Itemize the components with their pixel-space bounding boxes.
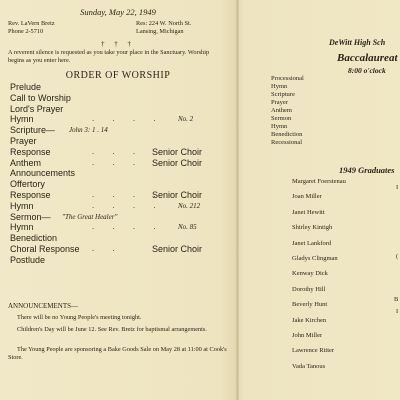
worship-item-label: Lord's Prayer — [10, 103, 64, 114]
edge-mark: B — [394, 296, 399, 303]
worship-item — [10, 255, 224, 266]
graduate-name: Joan Miller — [292, 193, 322, 201]
worship-item-label: Response — [10, 146, 51, 157]
worship-item-label: Prayer — [10, 135, 37, 146]
program-item — [271, 131, 400, 139]
worship-item-label: Choral Response — [10, 243, 80, 254]
announcements-title: ANNOUNCEMENTS— — [8, 302, 78, 310]
worship-item-reference: John 3: 1 . 14 — [69, 126, 108, 135]
announcement-2: Children's Day will be June 12. See Rev. Bretz for baptismal arrangements. — [17, 326, 207, 333]
worship-item — [10, 114, 224, 125]
program-item-label: Hymn — [271, 83, 288, 90]
graduate-name: Dorothy Hill — [292, 285, 326, 293]
program-item — [271, 139, 400, 147]
worship-item-label: Anthem — [10, 157, 42, 168]
worship-item — [10, 201, 224, 212]
edge-mark: I — [396, 184, 399, 191]
residence-street: Res: 224 W. North St. — [136, 20, 192, 27]
leader-dots: . . . . — [92, 200, 164, 210]
announcement-3: The Young People are sponsoring a Bake Goods Sale on May 28 at 11:00 at Cook's Store. — [8, 346, 227, 361]
program-item-label: Recessional — [271, 139, 303, 146]
worship-item-label: Response — [10, 189, 51, 200]
leader-dots: . . . — [92, 146, 144, 156]
program-item — [271, 107, 400, 115]
worship-item — [10, 168, 224, 179]
reverent-silence-notice: A reverent silence is requested as you take your place in the Sanctuary. Worship begins as you enter here. — [8, 49, 210, 64]
program-item-label: Sermon — [271, 115, 292, 122]
program-item-label: Prayer — [271, 99, 288, 106]
announcement-1: There will be no Young People's meeting tonight. — [17, 314, 142, 321]
graduate-name: Kenway Dick — [292, 270, 328, 278]
pastor-phone: Phone 2-5710 — [8, 28, 44, 35]
worship-item — [10, 190, 224, 201]
program-item — [271, 115, 400, 123]
program-item — [271, 99, 400, 107]
worship-item — [10, 212, 224, 223]
graduate-name: Jake Kirchen — [292, 316, 327, 324]
program-item — [271, 75, 400, 83]
worship-item-value: Senior Choir — [152, 157, 203, 168]
worship-item — [10, 233, 224, 244]
worship-item — [10, 147, 224, 158]
graduate-name: Lawrence Ritter — [292, 347, 335, 355]
worship-item — [10, 136, 224, 147]
graduate-name: Vada Tanous — [292, 362, 326, 370]
program-item — [271, 83, 400, 91]
program-item-label: Processional — [271, 75, 304, 82]
worship-item-label: Postlude — [10, 254, 46, 265]
graduate-name: John Miller — [292, 331, 323, 339]
worship-item-value: Senior Choir — [152, 146, 203, 157]
edge-mark: ( — [396, 253, 399, 260]
leader-dots: . . — [92, 243, 123, 253]
baccalaureate-program — [271, 75, 400, 147]
program-item — [271, 91, 400, 99]
worship-item-label: Hymn — [10, 114, 34, 125]
worship-item-label: Benediction — [10, 233, 58, 244]
worship-item-label: Sermon— — [10, 211, 51, 222]
pastor-name: Rev. LaVern Bretz — [8, 20, 55, 27]
graduates-list — [292, 178, 346, 378]
baccalaureate-title: Baccalaureat — [337, 52, 398, 64]
worship-item-label: Announcements — [10, 168, 76, 179]
program-item — [271, 123, 400, 131]
worship-item-value: Senior Choir — [152, 189, 203, 200]
edge-mark: I — [396, 308, 399, 315]
leader-dots: . . . . — [92, 114, 164, 124]
right-page — [239, 0, 400, 400]
worship-item-label: Prelude — [10, 82, 42, 92]
graduate-name: Janet Hewitt — [292, 208, 325, 216]
worship-item — [10, 104, 224, 115]
residence-info — [136, 20, 191, 36]
worship-item — [10, 82, 224, 93]
leader-dots: . . . . — [92, 222, 164, 232]
graduate-name: Gladys Clingman — [292, 254, 338, 262]
program-item-label: Anthem — [271, 107, 292, 114]
graduate-name: Shirley Kintigh — [292, 224, 333, 232]
order-of-worship-title: ORDER OF WORSHIP — [65, 70, 171, 81]
graduate-name: Beverly Hunt — [292, 301, 328, 309]
program-item-label: Benediction — [271, 131, 303, 138]
leader-dots: . . . . — [92, 189, 164, 199]
dagger-ornament: † † † — [101, 40, 135, 48]
service-date: Sunday, May 22, 1949 — [80, 7, 156, 17]
worship-item-value: No. 85 — [178, 223, 197, 232]
leader-dots: . . . — [92, 157, 144, 167]
program-item-label: Hymn — [271, 123, 288, 130]
residence-city: Lansing, Michigan — [136, 28, 184, 35]
worship-item-label: Call to Worship — [10, 92, 71, 103]
worship-item — [10, 244, 224, 255]
worship-item-value: No. 2 — [178, 115, 194, 124]
school-name: DeWitt High Sch — [329, 38, 386, 47]
pastor-info — [8, 20, 55, 36]
worship-item-label: Offertory — [10, 179, 45, 190]
graduate-name: Janet Lankford — [292, 239, 332, 247]
worship-item-label: Hymn — [10, 200, 34, 211]
graduate-name: Margaret Foerstenau — [292, 178, 346, 185]
worship-item-label: Hymn — [10, 222, 34, 233]
worship-item — [10, 125, 224, 136]
service-time: 8:00 o'clock — [348, 66, 386, 75]
program-item-label: Scripture — [271, 91, 295, 98]
order-of-worship-list — [10, 82, 224, 266]
worship-item — [10, 222, 224, 233]
worship-item — [10, 158, 224, 169]
worship-item-value: Senior Choir — [152, 243, 203, 254]
worship-item — [10, 93, 224, 104]
worship-item-value: No. 212 — [178, 201, 201, 210]
worship-item-reference: "The Great Healer" — [62, 212, 118, 221]
worship-item — [10, 179, 224, 190]
worship-item-label: Scripture— — [10, 125, 56, 136]
graduates-title: 1949 Graduates — [339, 165, 395, 175]
